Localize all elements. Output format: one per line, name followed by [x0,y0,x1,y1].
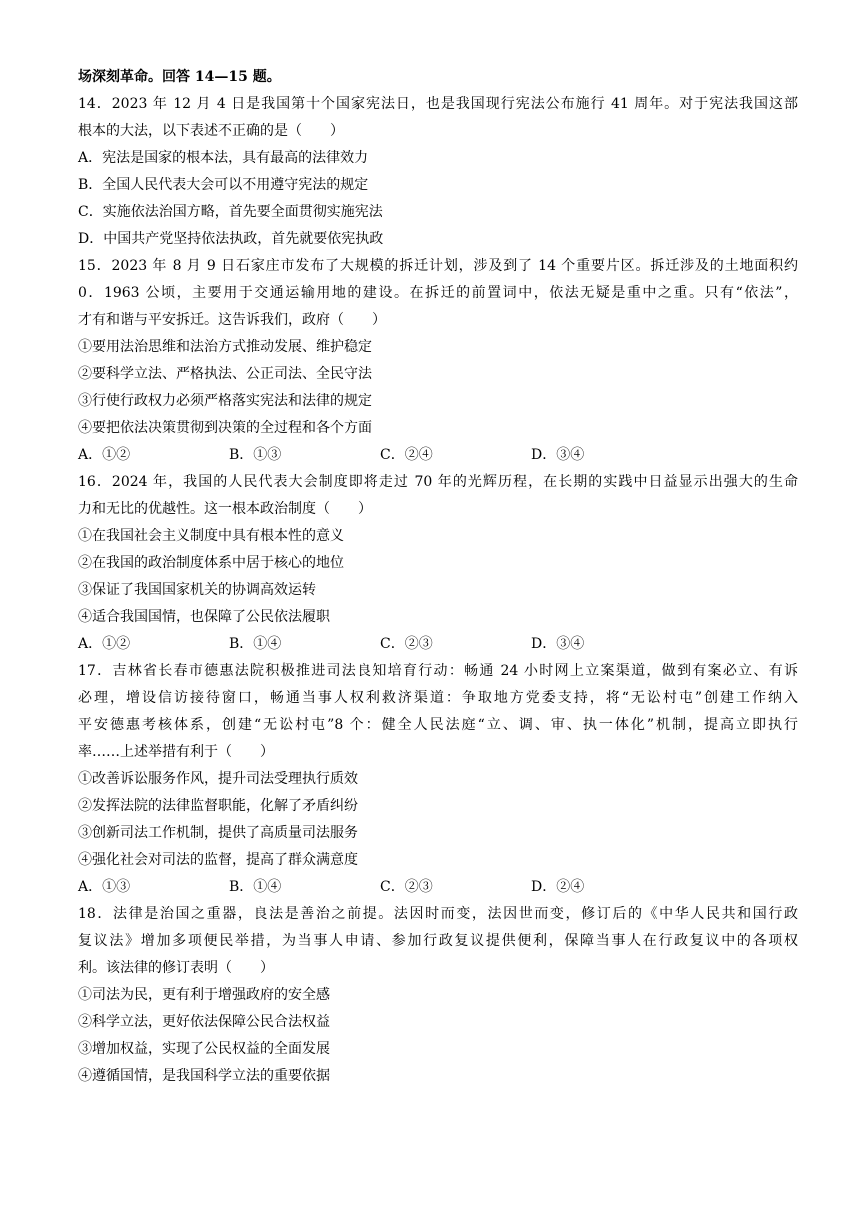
statement-1: ①改善诉讼服务作风，提升司法受理执行质效 [78,771,358,787]
question-stem-line: 率……上述举措有利于（ ） [78,744,274,760]
answer-option-d: D．③④ [531,636,585,652]
statement-4: ④适合我国国情，也保障了公民依法履职 [78,609,330,625]
statement-3: ③创新司法工作机制，提供了高质量司法服务 [78,825,358,841]
statement-3: ③保证了我国国家机关的协调高效运转 [78,582,316,598]
statement-2: ②在我国的政治制度体系中居于核心的地位 [78,555,344,571]
answer-options-row [78,442,798,469]
answer-option-c: C．②④ [380,447,433,463]
statement-4: ④要把依法决策贯彻到决策的全过程和各个方面 [78,420,372,436]
question-stem-line: 14．2023 年 12 月 4 日是我国第十个国家宪法日，也是我国现行宪法公布施行 41 周年。对于宪法我国这部 [78,96,798,112]
answer-option-d: D．②④ [531,879,585,895]
question-stem-line: 力和无比的优越性。这一根本政治制度（ ） [78,501,372,517]
question-stem-line: 利。该法律的修订表明（ ） [78,960,274,976]
statement-1: ①在我国社会主义制度中具有根本性的意义 [78,528,344,544]
answer-option-d: D．中国共产党坚持依法执政，首先就要依宪执政 [78,231,384,247]
question-stem-line: 复议法》增加多项便民举措，为当事人申请、参加行政复议提供便利，保障当事人在行政复议中的各项权 [78,933,798,949]
question-stem-line: 17．吉林省长春市德惠法院积极推进司法良知培育行动：畅通 24 小时网上立案渠道，做到有案必立、有诉 [78,663,798,679]
question-stem-line: 15．2023 年 8 月 9 日石家庄市发布了大规模的拆迁计划，涉及到了 14 个重要片区。拆迁涉及的土地面积约 [78,258,798,274]
question-stem-line: 0．1963 公顷，主要用于交通运输用地的建设。在拆迁的前置词中，依法无疑是重中之重。只有“依法”， [78,285,798,301]
answer-option-b: B．①③ [229,447,282,463]
question-stem-line: 根本的大法，以下表述不正确的是（ ） [78,123,344,139]
answer-option-b: B．全国人民代表大会可以不用遵守宪法的规定 [78,177,369,193]
passage-tail: 场深刻革命。回答 14—15 题。 [78,69,281,85]
question-stem-line: 才有和谐与平安拆迁。这告诉我们，政府（ ） [78,312,386,328]
answer-option-b: B．①④ [229,636,282,652]
answer-option-a: A．①② [78,447,131,463]
question-14 [78,91,798,253]
answer-option-a: A．宪法是国家的根本法，具有最高的法律效力 [78,150,369,166]
answer-option-b: B．①④ [229,879,282,895]
statement-2: ②要科学立法、严格执法、公正司法、全民守法 [78,366,372,382]
exam-page [78,64,798,1090]
statement-2: ②发挥法院的法律监督职能，化解了矛盾纠纷 [78,798,358,814]
question-stem-line: 16．2024 年，我国的人民代表大会制度即将走过 70 年的光辉历程，在长期的实践中日益显示出强大的生命 [78,474,798,490]
question-stem-line: 必理，增设信访接待窗口，畅通当事人权利救济渠道：争取地方党委支持，将“无讼村屯”创建工作纳入 [78,690,798,706]
answer-option-c: C．②③ [380,636,433,652]
answer-option-a: A．①② [78,636,131,652]
answer-option-d: D．③④ [531,447,585,463]
answer-options-row [78,631,798,658]
question-stem-line: 18．法律是治国之重器，良法是善治之前提。法因时而变，法因世而变，修订后的《中华人民共和国行政 [78,906,798,922]
statement-4: ④遵循国情，是我国科学立法的重要依据 [78,1068,330,1084]
question-18 [78,901,798,1090]
statement-3: ③增加权益，实现了公民权益的全面发展 [78,1041,330,1057]
statement-2: ②科学立法，更好依法保障公民合法权益 [78,1014,330,1030]
answer-option-c: C．实施依法治国方略，首先要全面贯彻实施宪法 [78,204,383,220]
answer-option-c: C．②③ [380,879,433,895]
question-16 [78,469,798,658]
question-stem-line: 平安德惠考核体系，创建“无讼村屯”8 个：健全人民法庭“立、调、审、执一体化”机制，提高立即执行 [78,717,798,733]
question-15 [78,253,798,469]
question-17 [78,658,798,901]
statement-3: ③行使行政权力必须严格落实宪法和法律的规定 [78,393,372,409]
answer-options-row [78,874,798,901]
statement-1: ①司法为民，更有利于增强政府的安全感 [78,987,330,1003]
statement-1: ①要用法治思维和法治方式推动发展、维护稳定 [78,339,372,355]
statement-4: ④强化社会对司法的监督，提高了群众满意度 [78,852,358,868]
answer-option-a: A．①③ [78,879,131,895]
